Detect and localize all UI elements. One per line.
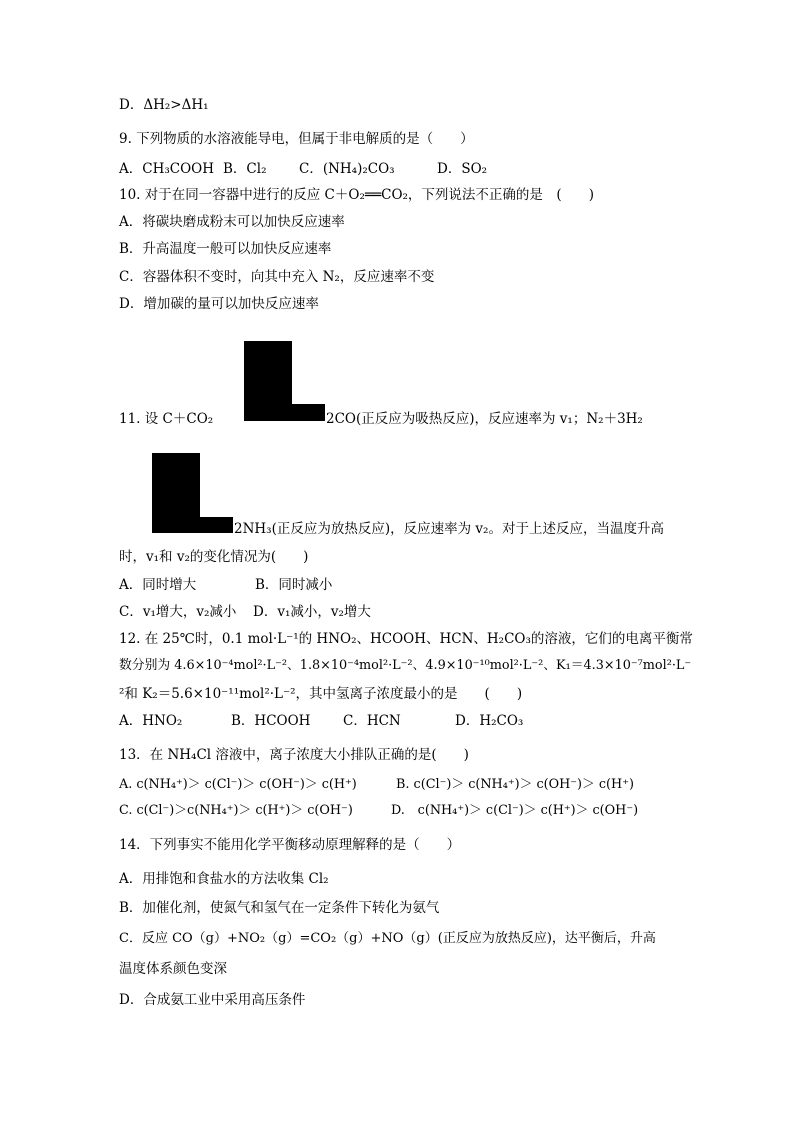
q8-option-d: D．ΔH₂>ΔH₁	[119, 97, 209, 113]
q9-option-a: A．CH₃COOH	[119, 161, 215, 177]
q13-options-cd	[119, 802, 638, 820]
q12-line2: 数分别为 4.6×10⁻⁴mol²·L⁻²、1.8×10⁻⁴mol²·L⁻²、4.9×10⁻¹⁰mol²·L⁻²、K₁＝4.3×10⁻⁷mol²·L⁻	[119, 658, 692, 673]
q13-option-b: B. c(Cl⁻)＞ c(NH₄⁺)＞ c(OH⁻)＞ c(H⁺)	[396, 777, 634, 792]
q9-options	[119, 160, 487, 178]
q14-option-c-line2: 温度体系颜色变深	[119, 961, 227, 977]
q13-options-ab	[119, 776, 634, 794]
q14-option-c-line1: C．反应 CO（g）+NO₂（g）=CO₂（g）+NO（g）(正反应为放热反应)，达平衡后，升高	[119, 931, 656, 946]
q12-option-b: B．HCOOH	[231, 713, 311, 729]
q12-line3: ²和 K₂＝5.6×10⁻¹¹mol²·L⁻²，其中氢离子浓度最小的是 ( )	[119, 686, 523, 702]
q10-stem: 10. 对于在同一容器中进行的反应 C＋O₂══CO₂，下列说法不正确的是 ( )	[119, 187, 594, 203]
q11-options-ab	[119, 576, 332, 594]
q12-options	[119, 712, 523, 730]
q9-option-c: C．(NH₄)₂CO₃	[299, 161, 395, 177]
q11-line1-right: 2CO(正反应为吸热反应)，反应速率为 v₁；N₂＋3H₂	[326, 411, 643, 427]
q12-option-a: A．HNO₂	[119, 713, 183, 729]
q11-option-a: A．同时增大	[119, 577, 197, 593]
q9-stem: 9. 下列物质的水溶液能导电，但属于非电解质的是（ ）	[119, 131, 474, 147]
redaction-block	[285, 404, 325, 421]
redaction-block	[193, 517, 233, 533]
q11-option-d: D．v₁减小，v₂增大	[253, 604, 371, 620]
q10-option-d: D．增加碳的量可以加快反应速率	[119, 296, 319, 312]
q14-option-a: A．用排饱和食盐水的方法收集 Cl₂	[119, 871, 329, 887]
q11-options-cd	[119, 603, 371, 621]
q11-line3: 时，v₁和 v₂的变化情况为( )	[119, 549, 309, 565]
q14-option-d: D．合成氨工业中采用高压条件	[119, 992, 306, 1008]
q12-line1: 12. 在 25℃时，0.1 mol·L⁻¹的 HNO₂、HCOOH、HCN、H₂CO₃的溶液，它们的电离平衡常	[119, 631, 693, 647]
q11-line1-left: 11. 设 C＋CO₂	[119, 411, 214, 427]
q10-option-b: B．升高温度一般可以加快反应速率	[119, 241, 332, 257]
q13-stem: 13．在 NH₄Cl 溶液中，离子浓度大小排队正确的是( )	[119, 747, 469, 763]
q11-line2: 2NH₃(正反应为放热反应)，反应速率为 v₂。对于上述反应，当温度升高	[234, 521, 664, 537]
q11-option-c: C．v₁增大，v₂减小	[119, 604, 237, 620]
q12-option-c: C．HCN	[343, 713, 401, 729]
q11-option-b: B．同时减小	[255, 577, 333, 593]
q9-option-b: B．Cl₂	[223, 161, 267, 177]
q13-option-a: A. c(NH₄⁺)＞ c(Cl⁻)＞ c(OH⁻)＞ c(H⁺)	[119, 777, 357, 792]
q14-stem: 14．下列事实不能用化学平衡移动原理解释的是（ ）	[119, 837, 461, 853]
q14-option-b: B．加催化剂，使氮气和氢气在一定条件下转化为氨气	[119, 900, 440, 916]
q13-option-d: D. c(NH₄⁺)＞ c(Cl⁻)＞ c(H⁺)＞ c(OH⁻)	[391, 803, 639, 818]
q12-option-d: D．H₂CO₃	[455, 713, 524, 729]
q13-option-c: C. c(Cl⁻)＞c(NH₄⁺)＞ c(H⁺)＞ c(OH⁻)	[119, 803, 353, 818]
q10-option-a: A．将碳块磨成粉末可以加快反应速率	[119, 214, 345, 230]
q9-option-d: D．SO₂	[437, 161, 488, 177]
q10-option-c: C．容器体积不变时，向其中充入 N₂，反应速率不变	[119, 269, 435, 285]
